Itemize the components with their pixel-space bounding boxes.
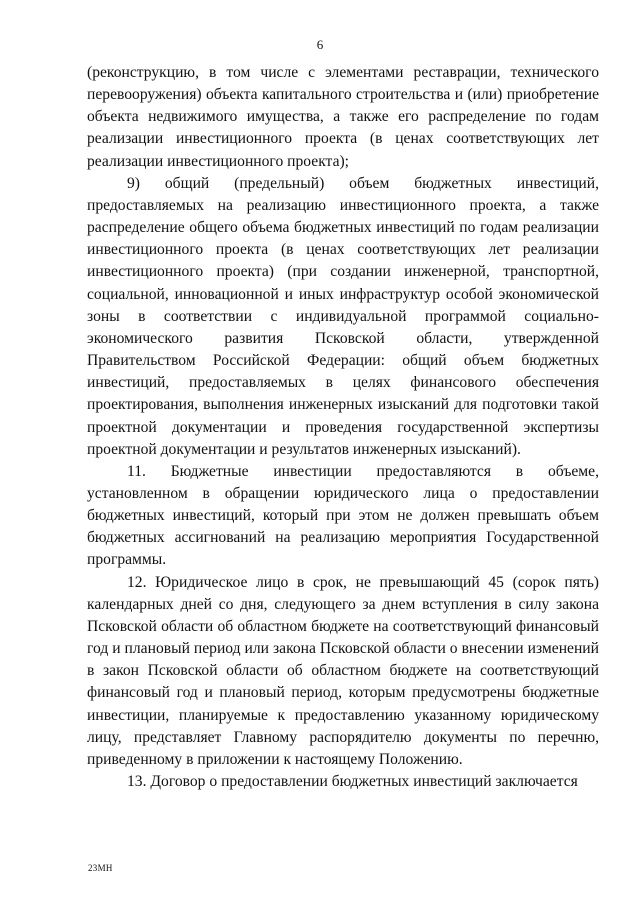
- page-number: 6: [316, 37, 324, 52]
- footer-document-code: 23МН: [88, 863, 113, 873]
- document-body: [87, 62, 599, 793]
- paragraph-item-9: 9) общий (предельный) объем бюджетных инвестиций, предоставляемых на реализацию инвестиционного проекта, а также распределение общего объема бюджетных инвестиций по годам реализации инвестиционного проекта (в ценах соответствующих лет реализации инвестиционного проекта) (при создании инженерной, транспортной, социальной, инновационной и иных инфраструктур особой экономической зоны в соответствии с индивидуальной программой социально-экономического развития Псковской области, утвержденной Правительством Российской Федерации: общий объем бюджетных инвестиций, предоставляемых в целях финансового обеспечения проектирования, выполнения инженерных изысканий для подготовки такой проектной документации и проведения государственной экспертизы проектной документации и результатов инженерных изысканий).: [87, 174, 599, 458]
- paragraph-continuation: (реконструкцию, в том числе с элементами реставрации, технического перевооружения) объекта капитального строительства и (или) приобретение объекта недвижимого имущества, а также его распределение по годам реализации инвестиционного проекта (в ценах соответствующих лет реализации инвестиционного проекта);: [87, 64, 599, 170]
- paragraph-item-13: 13. Договор о предоставлении бюджетных инвестиций заключается: [127, 773, 578, 790]
- paragraph-item-11: 11. Бюджетные инвестиции предоставляются в объеме, установленном в обращении юридического лица о предоставлении бюджетных инвестиций, который при этом не должен превышать объем бюджетных ассигнований на реализацию мероприятия Государственной программы.: [87, 462, 599, 569]
- paragraph-item-12: 12. Юридическое лицо в срок, не превышающий 45 (сорок пять) календарных дней со дня, следующего за днем вступления в силу закона Псковской области об областном бюджете на соответствующий финансовый год и плановый период или закона Псковской области о внесении изменений в закон Псковской области об областном бюджете на соответствующий финансовый год и плановый период, которым предусмотрены бюджетные инвестиции, планируемые к предоставлению указанному юридическому лицу, представляет Главному распорядителю документы по перечню, приведенному в приложении к настоящему Положению.: [87, 573, 599, 768]
